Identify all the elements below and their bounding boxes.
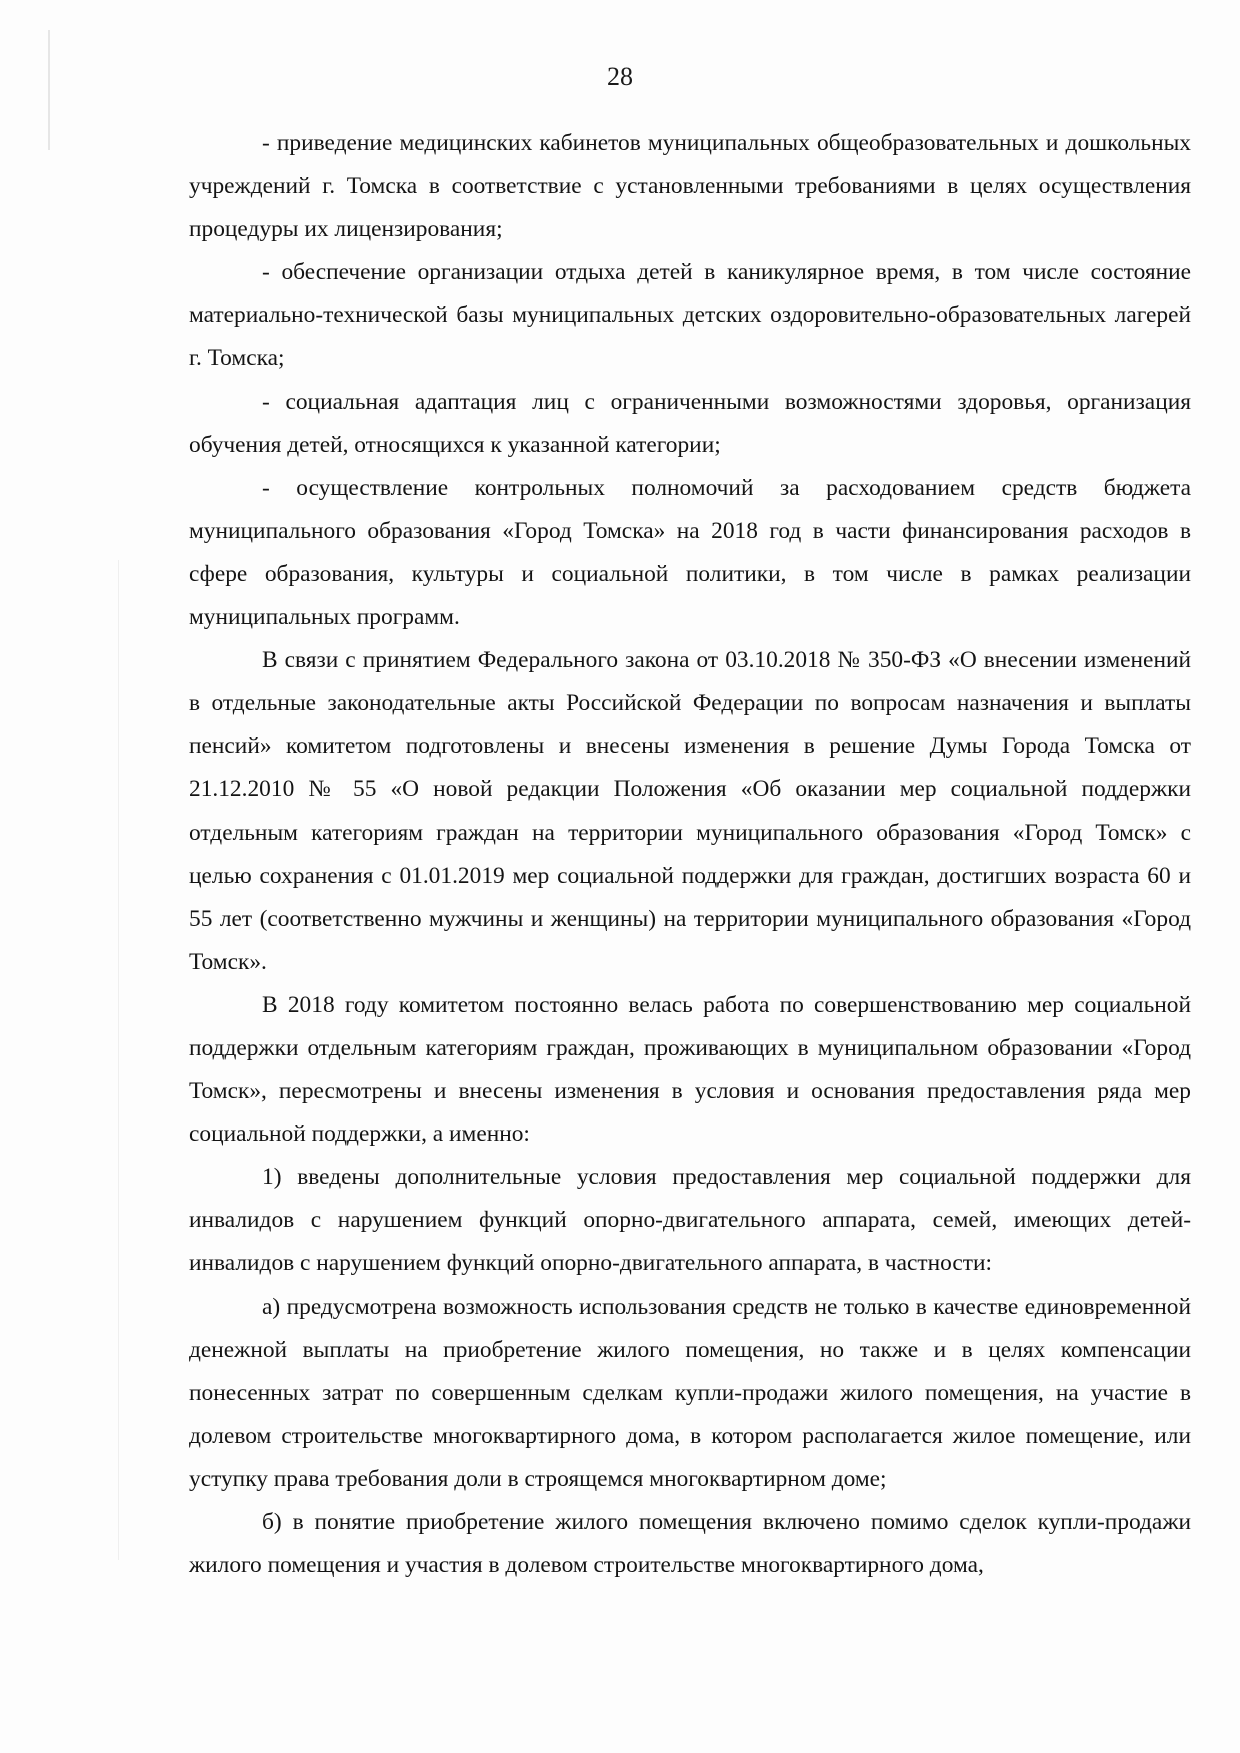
paragraph-social-support-work: В 2018 году комитетом постоянно велась работа по совершенствованию мер социальной поддержки отдельным категориям граждан, проживающих в муниципальном образовании «Город Томск», пересмотрены и внесены изменения в условия и основания предоставления ряда мер социальной поддержки, а именно:	[189, 991, 1191, 1148]
document-body	[189, 122, 1191, 1587]
paragraph-children-recreation: - обеспечение организации отдыха детей в каникулярное время, в том числе состояние материально-технической базы муниципальных детских оздоровительно-образовательных лагерей г. Томска;	[189, 259, 1191, 372]
paragraph-budget-control: - осуществление контрольных полномочий за расходованием средств бюджета муниципального образования «Город Томска» на 2018 год в части финансирования расходов в сфере образования, культуры и социальной политики, в том числе в рамках реализации муниципальных программ.	[189, 474, 1191, 631]
paragraph-item-b: б) в понятие приобретение жилого помещения включено помимо сделок купли-продажи жилого помещения и участия в долевом строительстве многоквартирного дома,	[189, 1509, 1191, 1579]
paragraph-federal-law: В связи с принятием Федерального закона от 03.10.2018 № 350-ФЗ «О внесении изменений в отдельные законодательные акты Российской Федерации по вопросам назначения и выплаты пенсий» комитетом подготовлены и внесены изменения в решение Думы Города Томска от 21.12.2010 № 55 «О новой редакции Положения «Об оказании мер социальной поддержки отдельным категориям граждан на территории муниципального образования «Город Томск» с целью сохранения с 01.01.2019 мер социальной поддержки для граждан, достигших возраста 60 и 55 лет (соответственно мужчины и женщины) на территории муниципального образования «Город Томск».	[189, 647, 1191, 975]
page-number: 28	[607, 62, 633, 91]
paragraph-social-adaptation: - социальная адаптация лиц с ограниченными возможностями здоровья, организация обучения детей, относящихся к указанной категории;	[189, 388, 1191, 458]
paragraph-item-a: а) предусмотрена возможность использования средств не только в качестве единовременной денежной выплаты на приобретение жилого помещения, но также и в целях компенсации понесенных затрат по совершенным сделкам купли-продажи жилого помещения, на участие в долевом строительстве многоквартирного дома, в котором располагается жилое помещение, или уступку права требования доли в строящемся многоквартирном доме;	[189, 1293, 1191, 1492]
paragraph-medical-offices: - приведение медицинских кабинетов муниципальных общеобразовательных и дошкольных учреждений г. Томска в соответствие с установленными требованиями в целях осуществления процедуры их лицензирования;	[189, 130, 1191, 243]
paragraph-item-1: 1) введены дополнительные условия предоставления мер социальной поддержки для инвалидов с нарушением функций опорно-двигательного аппарата, семей, имеющих детей-инвалидов с нарушением функций опорно-двигательного аппарата, в частности:	[189, 1164, 1191, 1277]
scan-artifact	[118, 560, 119, 1560]
